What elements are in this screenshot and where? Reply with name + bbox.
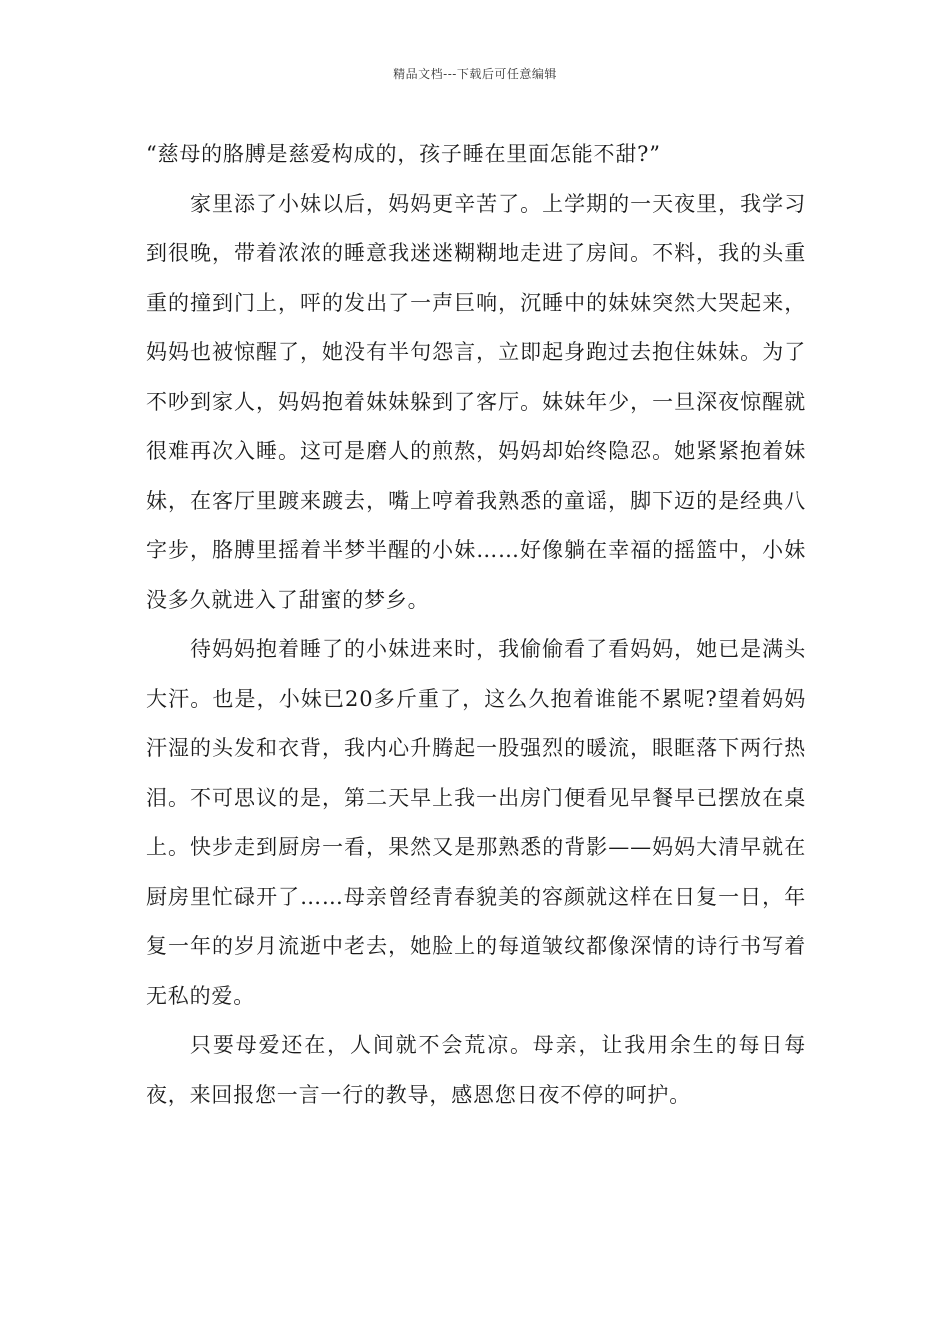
- paragraph: 只要母爱还在，人间就不会荒凉。母亲，让我用余生的每日每夜，来回报您一言一行的教导，感恩您日夜不停的呵护。: [146, 1033, 806, 1107]
- page-header: 精品文档---下载后可任意编辑: [393, 67, 557, 81]
- document-body: [146, 130, 806, 1120]
- paragraph: 家里添了小妹以后，妈妈更辛苦了。上学期的一天夜里，我学习到很晚，带着浓浓的睡意我迷迷糊糊地走进了房间。不料，我的头重重的撞到门上，呯的发出了一声巨响，沉睡中的妹妹突然大哭起来，妈妈也被惊醒了，她没有半句怨言，立即起身跑过去抱住妹妹。为了不吵到家人，妈妈抱着妹妹躲到了客厅。妹妹年少，一旦深夜惊醒就很难再次入睡。这可是磨人的煎熬，妈妈却始终隐忍。她紧紧抱着妹妹，在客厅里踱来踱去，嘴上哼着我熟悉的童谣，脚下迈的是经典八字步，胳膊里摇着半梦半醒的小妹……好像躺在幸福的摇篮中，小妹没多久就进入了甜蜜的梦乡。: [146, 191, 806, 612]
- paragraph: 待妈妈抱着睡了的小妹进来时，我偷偷看了看妈妈，她已是满头大汗。也是，小妹已20多斤重了，这么久抱着谁能不累呢?望着妈妈汗湿的头发和衣背，我内心升腾起一股强烈的暖流，眼眶落下两行热泪。不可思议的是，第二天早上我一出房门便看见早餐早已摆放在桌上。快步走到厨房一看，果然又是那熟悉的背影——妈妈大清早就在厨房里忙碌开了……母亲曾经青春貌美的容颜就这样在日复一日，年复一年的岁月流逝中老去，她脸上的每道皱纹都像深情的诗行书写着无私的爱。: [146, 637, 806, 1008]
- paragraph-quote: “慈母的胳膊是慈爱构成的，孩子睡在里面怎能不甜?”: [146, 142, 661, 166]
